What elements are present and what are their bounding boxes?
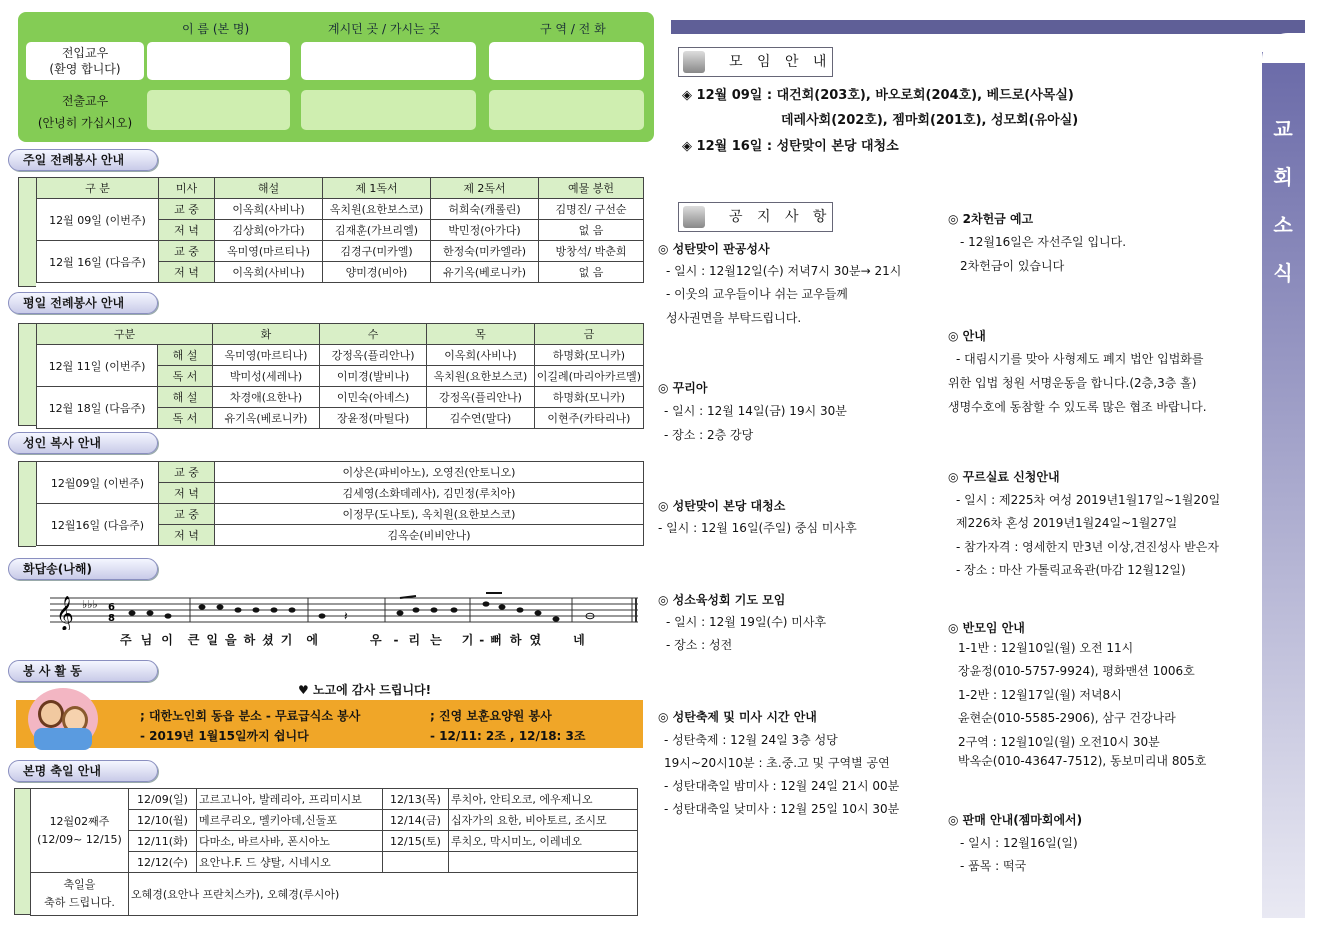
sunday-cell: 교 중 bbox=[159, 241, 215, 262]
notice-line: - 성탄축제 : 12월 24일 3층 성당 bbox=[664, 733, 838, 747]
sunday-cell: 옥치원(요한보스코) bbox=[323, 199, 431, 220]
notice-line: 19시~20시10분 : 초.중.고 및 구역별 공연 bbox=[664, 756, 890, 770]
feast-cell: 고르고니아, 발레리아, 프리미시보 bbox=[197, 789, 383, 810]
notice-head: ◎ 반모임 안내 bbox=[948, 621, 1025, 635]
notice-head: ◎ 2차헌금 예고 bbox=[948, 212, 1034, 226]
adult-cell: 이상은(파비아노), 오영진(안토니오) bbox=[215, 462, 644, 483]
notice-line: 2차헌금이 있습니다 bbox=[960, 259, 1065, 273]
feast-table bbox=[30, 788, 638, 916]
adult-cell: 이정무(도나토), 옥치원(요한보스코) bbox=[215, 504, 644, 525]
feast-cell: 루치아, 안티오코, 에우제니오 bbox=[449, 789, 638, 810]
svg-text:6: 6 bbox=[108, 602, 115, 613]
notice-line: - 참가자격 : 영세한지 만3년 이상,견진성사 받은자 bbox=[956, 540, 1219, 554]
weekday-h-2: 수 bbox=[320, 324, 427, 345]
sunday-cell: 저 녁 bbox=[159, 220, 215, 241]
weekday-cell: 유기옥(베로니카) bbox=[212, 408, 319, 429]
notice-head: ◎ 성탄축제 및 미사 시간 안내 bbox=[658, 710, 817, 724]
notice-line: 윤현순(010-5585-2906), 삼구 건강나라 bbox=[958, 711, 1176, 725]
sunday-cell: 김명진/ 구선순 bbox=[539, 199, 644, 220]
weekday-cell: 강정옥(플리안나) bbox=[427, 387, 535, 408]
person-icon bbox=[683, 51, 705, 73]
welcome-in-phone[interactable] bbox=[489, 42, 644, 80]
svg-text:♭♭♭: ♭♭♭ bbox=[82, 598, 98, 611]
feast-cell: 요안나.F. 드 샹탈, 시네시오 bbox=[197, 852, 383, 873]
notice-line: 1-2반 : 12월17일(월) 저녁8시 bbox=[958, 688, 1122, 702]
notice-line: - 일시 : 12월 19일(수) 미사후 bbox=[666, 615, 827, 629]
feast-cell: 12/11(화) bbox=[129, 831, 197, 852]
sunday-h-2: 해설 bbox=[215, 178, 323, 199]
notice-line: - 일시 : 12월12일(수) 저녁7시 30분→ 21시 bbox=[666, 264, 902, 278]
feast-cell bbox=[383, 852, 449, 873]
adult-cell: 김세영(소화데레사), 김민정(루치아) bbox=[215, 483, 644, 504]
feast-title: 본명 축일 안내 bbox=[8, 760, 158, 782]
notice-head: ◎ 안내 bbox=[948, 329, 986, 343]
sunday-cell: 김경구(미카엘) bbox=[323, 241, 431, 262]
feast-cell: 12/10(월) bbox=[129, 810, 197, 831]
adult-cell: 저 녁 bbox=[159, 483, 215, 504]
adult-cell: 김옥순(비비안나) bbox=[215, 525, 644, 546]
notice-title: 공 지 사 항 bbox=[678, 202, 833, 232]
weekday-h-1: 화 bbox=[212, 324, 319, 345]
weekday-h-0: 구분 bbox=[37, 324, 213, 345]
meeting-line1: ◈ 12월 09일 : 대건회(203호), 바오로회(204호), 베드로(사목실) bbox=[682, 88, 1074, 103]
adult-cell: 저 녁 bbox=[159, 525, 215, 546]
notice-line: 2구역 : 12월10일(월) 오전10시 30분 bbox=[958, 735, 1160, 749]
weekday-cell: 이길례(마리아카르멜) bbox=[534, 366, 643, 387]
weekday-cell: 해 설 bbox=[158, 345, 213, 366]
psalm-lyrics: 주 님 이 큰 일 을 하 셨 기 에 우 - 리 는 기 - 뻐 하 였 네 bbox=[120, 633, 585, 647]
music-staff bbox=[50, 590, 640, 630]
feast-cell: 12/12(수) bbox=[129, 852, 197, 873]
weekday-cell: 강정옥(플리안나) bbox=[320, 345, 427, 366]
notice-line: 제226차 혼성 2019년1월24일~1월27일 bbox=[956, 516, 1178, 530]
sunday-table bbox=[36, 177, 644, 283]
sunday-h-0: 구 분 bbox=[37, 178, 159, 199]
sunday-h-4: 제 2독서 bbox=[431, 178, 539, 199]
weekday-side-stripe bbox=[18, 323, 36, 426]
sunday-cell: 김상희(아가다) bbox=[215, 220, 323, 241]
sunday-cell: 교 중 bbox=[159, 199, 215, 220]
feast-cell: 12/15(토) bbox=[383, 831, 449, 852]
weekday-cell: 이민숙(아녜스) bbox=[320, 387, 427, 408]
feast-cell: 12/09(일) bbox=[129, 789, 197, 810]
weekday-table bbox=[36, 323, 644, 429]
adult-side-stripe bbox=[18, 461, 36, 547]
weekday-date-0: 12월 11일 (이번주) bbox=[37, 345, 158, 387]
welcome-label-out: 전출교우 (안녕히 가십시오) bbox=[37, 94, 133, 130]
volunteer-illustration-icon bbox=[24, 688, 104, 750]
notice-line: - 일시 : 제225차 여성 2019년1월17일~1월20일 bbox=[956, 493, 1221, 507]
feast-cell: 루치오, 막시미노, 이레네오 bbox=[449, 831, 638, 852]
header-bar bbox=[671, 20, 1305, 34]
notice-line: - 일시 : 12월 14일(금) 19시 30분 bbox=[664, 404, 847, 418]
weekday-cell: 이현주(카타리나) bbox=[534, 408, 643, 429]
svg-text:𝄞: 𝄞 bbox=[56, 596, 74, 630]
sunday-cell: 유기옥(베로니카) bbox=[431, 262, 539, 283]
notice-line: - 장소 : 2층 강당 bbox=[664, 428, 754, 442]
welcome-panel bbox=[18, 12, 654, 142]
notice-line: 생명수호에 동참할 수 있도록 많은 협조 바랍니다. bbox=[948, 400, 1207, 414]
feast-cell bbox=[449, 852, 638, 873]
weekday-cell: 하명화(모니카) bbox=[534, 345, 643, 366]
weekday-h-3: 목 bbox=[427, 324, 535, 345]
sunday-title: 주일 전례봉사 안내 bbox=[8, 149, 158, 171]
notice-head: ◎ 꾸리아 bbox=[658, 381, 708, 395]
svg-text:𝄽: 𝄽 bbox=[344, 609, 348, 623]
welcome-label-in: 전입교우 (환영 합니다) bbox=[26, 42, 144, 80]
notice-line: 위한 입법 청원 서명운동을 합니다.(2층,3층 홀) bbox=[948, 376, 1197, 390]
weekday-cell: 독 서 bbox=[158, 366, 213, 387]
weekday-title: 평일 전례봉사 안내 bbox=[8, 292, 158, 314]
feast-congrats: 오혜경(요안나 프란치스카), 오혜경(루시아) bbox=[129, 873, 638, 916]
sunday-cell: 한정숙(미카엘라) bbox=[431, 241, 539, 262]
notice-line: - 이웃의 교우들이나 쉬는 교우들께 bbox=[666, 287, 848, 301]
feast-side-stripe bbox=[14, 788, 30, 915]
service-left2: - 2019년 1월15일까지 쉽니다 bbox=[140, 729, 309, 743]
sunday-cell: 저 녁 bbox=[159, 262, 215, 283]
heart-icon: ♥ bbox=[298, 683, 309, 697]
psalm-title: 화답송(나해) bbox=[8, 558, 158, 580]
adult-title: 성인 복사 안내 bbox=[8, 432, 158, 454]
notice-head: ◎ 꾸르실료 신청안내 bbox=[948, 470, 1060, 484]
sunday-side-stripe bbox=[18, 177, 36, 287]
sunday-h-3: 제 1독서 bbox=[323, 178, 431, 199]
meeting-line3: ◈ 12월 16일 : 성탄맞이 본당 대청소 bbox=[682, 139, 899, 154]
feast-cell: 12/13(목) bbox=[383, 789, 449, 810]
svg-text:8: 8 bbox=[108, 613, 115, 624]
sunday-h-5: 예물 봉헌 bbox=[539, 178, 644, 199]
sunday-cell: 이옥희(사비나) bbox=[215, 262, 323, 283]
sunday-cell: 박민정(아가다) bbox=[431, 220, 539, 241]
weekday-cell: 박미성(세레나) bbox=[212, 366, 319, 387]
service-right1: ; 진영 보훈요양원 봉사 bbox=[430, 709, 552, 723]
sunday-date-1: 12월 16일 (다음주) bbox=[37, 241, 159, 283]
notice-line: 1-1반 : 12월10일(월) 오전 11시 bbox=[958, 641, 1134, 655]
notice-line: - 성탄대축일 낮미사 : 12월 25일 10시 30분 bbox=[664, 802, 900, 816]
weekday-cell: 이미경(발비나) bbox=[320, 366, 427, 387]
meeting-line2: 데레사회(202호), 젬마회(201호), 성모회(유아실) bbox=[781, 113, 1079, 128]
weekday-date-1: 12월 18일 (다음주) bbox=[37, 387, 158, 429]
sunday-cell: 이옥희(사비나) bbox=[215, 199, 323, 220]
notice-head: ◎ 성탄맞이 판공성사 bbox=[658, 242, 770, 256]
notice-line: - 일시 : 12월16일(일) bbox=[960, 836, 1078, 850]
service-title: 봉 사 활 동 bbox=[8, 660, 158, 682]
sunday-h-1: 미사 bbox=[159, 178, 215, 199]
adult-date-0: 12월09일 (이번주) bbox=[37, 462, 159, 504]
person-icon bbox=[683, 206, 705, 228]
welcome-out-place[interactable] bbox=[301, 90, 476, 130]
adult-cell: 교 중 bbox=[159, 504, 215, 525]
notice-line: 장윤정(010-5757-9924), 평화맨션 1006호 bbox=[958, 664, 1195, 678]
weekday-h-4: 금 bbox=[534, 324, 643, 345]
sunday-cell: 옥미영(마르티나) bbox=[215, 241, 323, 262]
feast-week: 12월02째주 (12/09~ 12/15) bbox=[31, 789, 129, 873]
adult-cell: 교 중 bbox=[159, 462, 215, 483]
meeting-title: 모 임 안 내 bbox=[678, 47, 833, 77]
sunday-cell: 방창석/ 박춘희 bbox=[539, 241, 644, 262]
notice-line: - 성탄대축일 밤미사 : 12월 24일 21시 00분 bbox=[664, 779, 900, 793]
weekday-cell: 옥치원(요한보스코) bbox=[427, 366, 535, 387]
adult-date-1: 12월16일 (다음주) bbox=[37, 504, 159, 546]
sunday-date-0: 12월 09일 (이번주) bbox=[37, 199, 159, 241]
sunday-cell: 없 음 bbox=[539, 262, 644, 283]
weekday-cell: 차경애(요한나) bbox=[212, 387, 319, 408]
weekday-cell: 옥미영(마르티나) bbox=[212, 345, 319, 366]
notice-line: - 대림시기를 맞아 사형제도 폐지 법안 입법화를 bbox=[956, 352, 1204, 366]
weekday-cell: 장윤정(마틸다) bbox=[320, 408, 427, 429]
weekday-cell: 김수연(말다) bbox=[427, 408, 535, 429]
sunday-cell: 양미경(비아) bbox=[323, 262, 431, 283]
weekday-cell: 독 서 bbox=[158, 408, 213, 429]
notice-line: - 일시 : 12월 16일(주일) 중심 미사후 bbox=[658, 521, 857, 535]
side-corner bbox=[1262, 33, 1305, 63]
welcome-out-phone[interactable] bbox=[489, 90, 644, 130]
feast-cell: 12/14(금) bbox=[383, 810, 449, 831]
weekday-cell: 해 설 bbox=[158, 387, 213, 408]
notice-line: 박옥순(010-43647-7512), 동보미리내 805호 bbox=[958, 754, 1207, 768]
service-thanks: ♥ 노고에 감사 드립니다! bbox=[298, 683, 432, 697]
welcome-header-place: 계시던 곳 / 가시는 곳 bbox=[328, 22, 441, 36]
weekday-cell: 하명화(모니카) bbox=[534, 387, 643, 408]
notice-line: - 장소 : 마산 가톨릭교육관(마감 12월12일) bbox=[956, 563, 1186, 577]
welcome-in-name[interactable] bbox=[147, 42, 290, 80]
notice-line: - 장소 : 성전 bbox=[666, 638, 733, 652]
notice-line: 성사권면을 부탁드립니다. bbox=[666, 311, 802, 325]
sunday-cell: 김재훈(가브리엘) bbox=[323, 220, 431, 241]
notice-line: - 품목 : 떡국 bbox=[960, 859, 1027, 873]
feast-congrats-label: 축일을 축하 드립니다. bbox=[31, 873, 129, 916]
notice-head: ◎ 판매 안내(젬마회에서) bbox=[948, 813, 1083, 827]
notice-head: ◎ 성소육성회 기도 모임 bbox=[658, 593, 786, 607]
service-left1: ; 대한노인회 동읍 분소 - 무료급식소 봉사 bbox=[140, 709, 361, 723]
notice-line: - 12월16일은 자선주일 입니다. bbox=[960, 235, 1127, 249]
welcome-out-name[interactable] bbox=[147, 90, 290, 130]
weekday-cell: 이옥희(사비나) bbox=[427, 345, 535, 366]
feast-cell: 메르쿠리오, 멜키아데,신둘포 bbox=[197, 810, 383, 831]
sunday-cell: 허희숙(캐롤린) bbox=[431, 199, 539, 220]
service-right2: - 12/11: 2조 , 12/18: 3조 bbox=[430, 729, 586, 743]
welcome-header-name: 이 름 (본 명) bbox=[182, 22, 250, 36]
adult-table bbox=[36, 461, 644, 546]
feast-cell: 다마소, 바르사바, 폰시아노 bbox=[197, 831, 383, 852]
feast-cell: 십자가의 요한, 비아토르, 조시모 bbox=[449, 810, 638, 831]
welcome-header-phone: 구 역 / 전 화 bbox=[540, 22, 606, 36]
sunday-cell: 없 음 bbox=[539, 220, 644, 241]
welcome-in-place[interactable] bbox=[301, 42, 476, 80]
notice-head: ◎ 성탄맞이 본당 대청소 bbox=[658, 499, 786, 513]
side-title: 교 회 소 식 bbox=[1273, 117, 1293, 285]
